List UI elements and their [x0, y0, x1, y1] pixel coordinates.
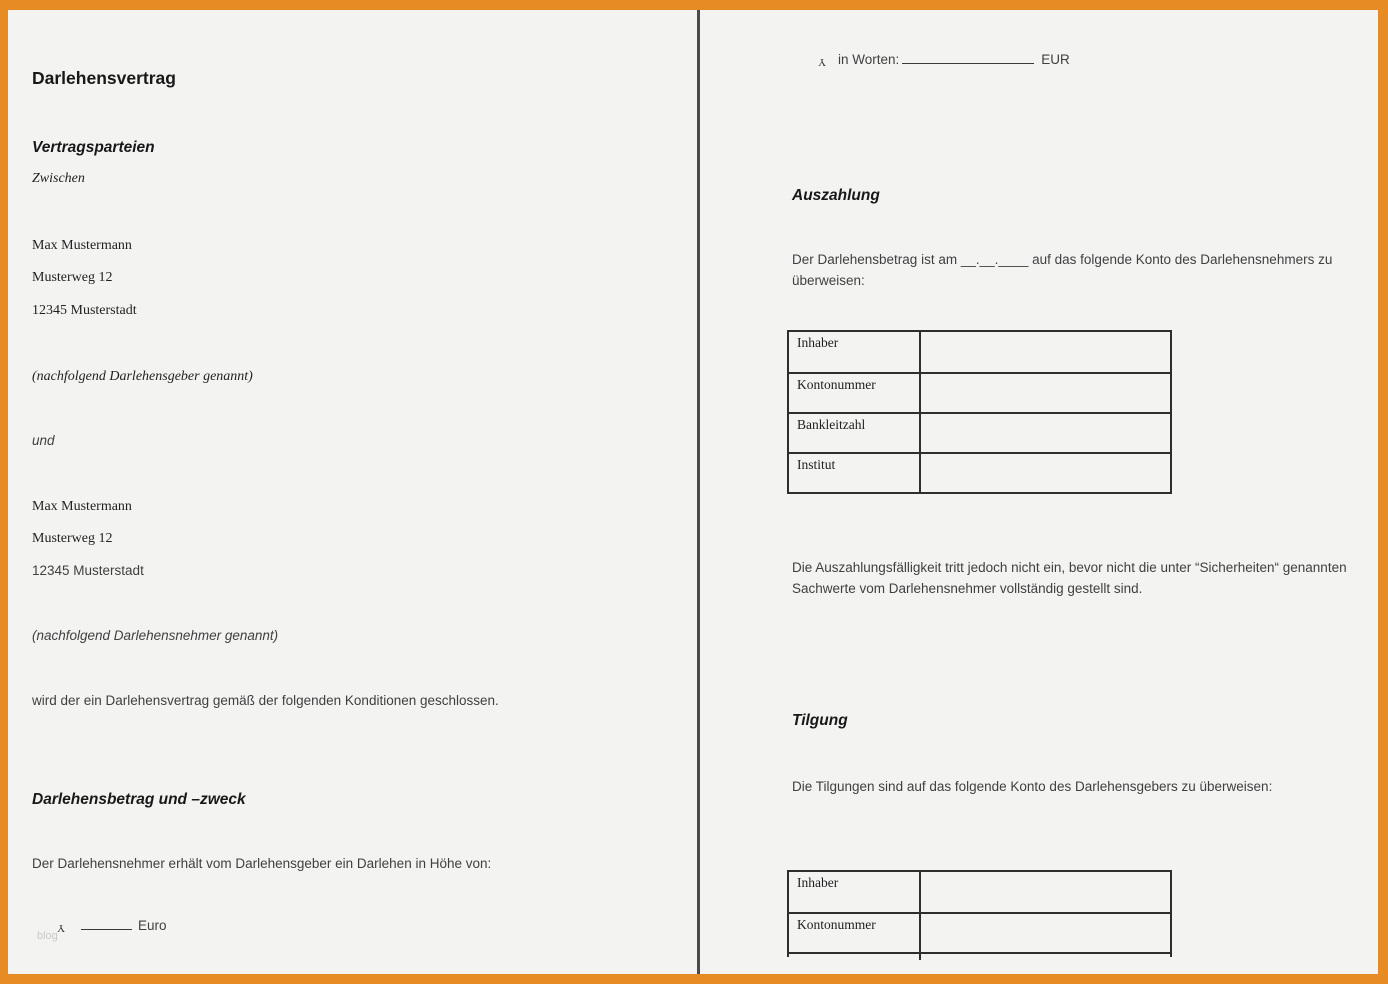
payout-heading: Auszahlung	[792, 187, 880, 204]
borrower-street: Musterweg 12	[32, 531, 113, 546]
table-row	[789, 412, 1170, 452]
table-row	[789, 912, 1170, 952]
amount-section-heading: Darlehensbetrag und –zweck	[32, 791, 246, 808]
table-value-cell	[921, 914, 1170, 952]
amount-blank-line	[81, 929, 132, 930]
table-label-cutoff	[789, 954, 921, 960]
in-words-blank-line	[902, 63, 1034, 64]
amount-unit-label: Euro	[137, 918, 167, 933]
lender-name: Max Mustermann	[32, 238, 132, 253]
lender-alias-note: (nachfolgend Darlehensgeber genannt)	[32, 369, 253, 384]
page-divider	[697, 10, 700, 974]
table-label-kontonummer: Kontonummer	[789, 914, 921, 952]
table-label-institut: Institut	[789, 454, 921, 492]
table-row	[789, 332, 1170, 372]
amount-fill-line	[57, 918, 166, 933]
parties-intro: Zwischen	[32, 171, 85, 186]
table-row-cutoff	[789, 952, 1170, 957]
table-label-bankleitzahl: Bankleitzahl	[789, 414, 921, 452]
dingbat-bullet-icon: Y	[57, 922, 65, 934]
table-label-inhaber: Inhaber	[789, 872, 921, 912]
amount-in-words-line	[818, 52, 1070, 67]
payout-note: Die Auszahlungsfälligkeit tritt jedoch nicht ein, bevor nicht die unter “Sicherheiten“ genannten Sachwerte vom Darlehensnehmer vollständig gestellt sind.	[792, 560, 1347, 596]
document-title: Darlehensvertrag	[32, 68, 176, 88]
borrower-name: Max Mustermann	[32, 499, 132, 514]
table-label-inhaber: Inhaber	[789, 332, 921, 372]
borrower-alias-note: (nachfolgend Darlehensnehmer genannt)	[32, 628, 279, 643]
payout-intro: Der Darlehensbetrag ist am __.__.____ auf das folgende Konto des Darlehensnehmers zu überweisen:	[792, 252, 1333, 288]
lender-city: 12345 Musterstadt	[32, 303, 137, 318]
in-words-label: in Worten:	[837, 52, 900, 67]
table-value-cell	[921, 332, 1170, 372]
table-value-cell	[921, 374, 1170, 412]
dingbat-bullet-icon: Y	[818, 56, 826, 68]
parties-heading: Vertragsparteien	[32, 139, 155, 156]
table-value-cell	[921, 454, 1170, 492]
repayment-heading: Tilgung	[792, 712, 848, 729]
in-words-currency-label: EUR	[1041, 52, 1070, 67]
lender-street: Musterweg 12	[32, 270, 113, 285]
table-label-kontonummer: Kontonummer	[789, 374, 921, 412]
watermark-text: blog	[37, 930, 58, 942]
table-row	[789, 872, 1170, 912]
contract-conclusion-line: wird der ein Darlehensvertrag gemäß der folgenden Konditionen geschlossen.	[32, 693, 499, 708]
table-value-cell	[921, 414, 1170, 452]
page-background	[8, 10, 1378, 974]
table-row	[789, 372, 1170, 412]
table-row	[789, 452, 1170, 492]
repayment-account-table	[787, 870, 1172, 957]
parties-connector: und	[32, 433, 55, 448]
repayment-intro: Die Tilgungen sind auf das folgende Konto des Darlehensgebers zu überweisen:	[792, 779, 1273, 794]
payout-account-table	[787, 330, 1172, 494]
borrower-city: 12345 Musterstadt	[32, 563, 144, 578]
table-value-cell	[921, 872, 1170, 912]
amount-intro: Der Darlehensnehmer erhält vom Darlehensgeber ein Darlehen in Höhe von:	[32, 856, 492, 871]
